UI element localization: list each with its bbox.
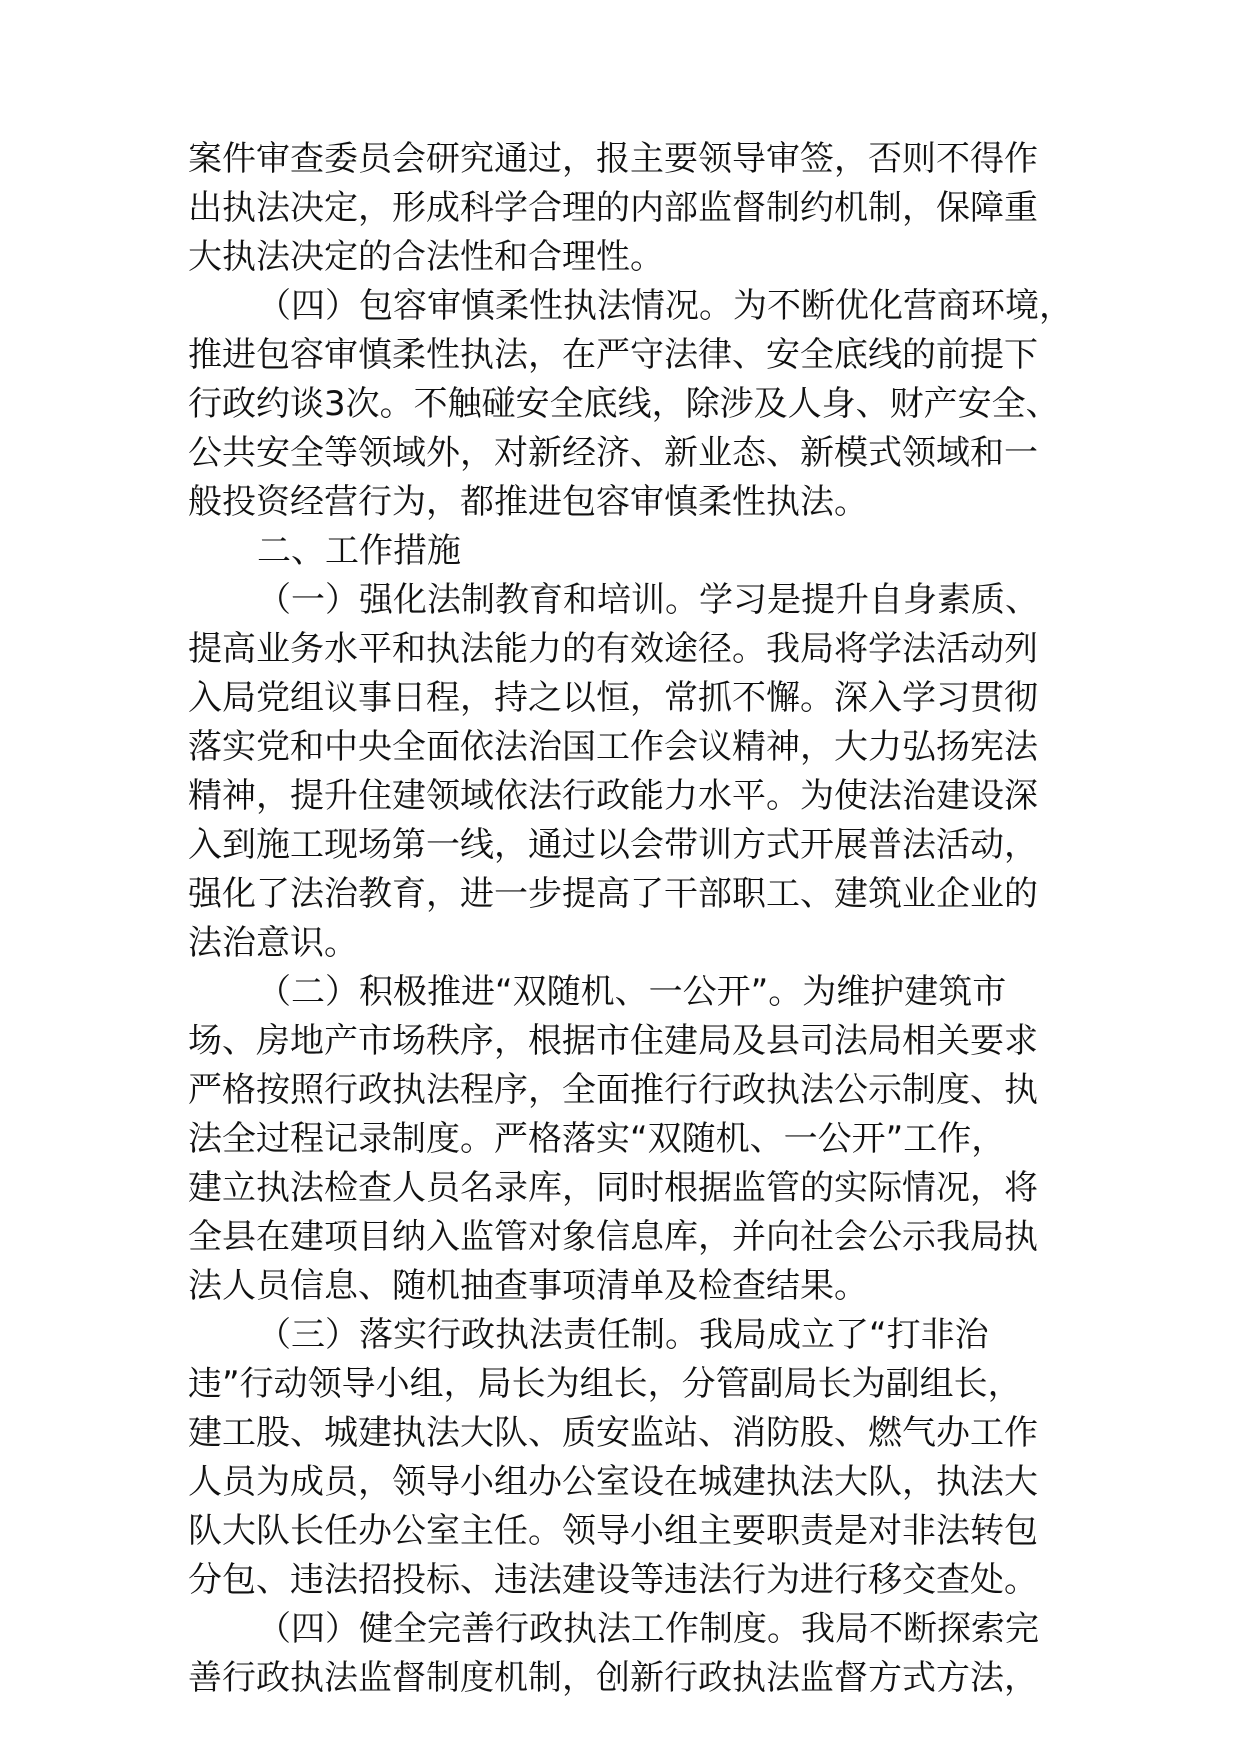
paragraph-line: （二）积极推进“双随机、一公开”。为维护建筑市: [257, 972, 1007, 1012]
paragraph-line: 建立执法检查人员名录库，同时根据监管的实际情况，将: [188, 1168, 1038, 1208]
paragraph-line: 般投资经营行为，都推进包容审慎柔性执法。: [188, 482, 868, 522]
paragraph-line: 强化了法治教育，进一步提高了干部职工、建筑业企业的: [188, 874, 1038, 914]
paragraph-line: 法全过程记录制度。严格落实“双随机、一公开”工作，: [188, 1119, 1006, 1159]
paragraph-line: 队大队长任办公室主任。领导小组主要职责是对非法转包: [188, 1511, 1038, 1551]
paragraph-line: （三）落实行政执法责任制。我局成立了“打非治: [257, 1315, 989, 1355]
paragraph-line: （四）包容审慎柔性执法情况。为不断优化营商环境，: [257, 286, 1073, 326]
paragraph-line: 入到施工现场第一线，通过以会带训方式开展普法活动，: [188, 825, 1038, 865]
paragraph-line: 推进包容审慎柔性执法，在严守法律、安全底线的前提下: [188, 335, 1038, 375]
paragraph-line: 出执法决定，形成科学合理的内部监督制约机制，保障重: [188, 188, 1038, 228]
paragraph-line: 行政约谈3次。不触碰安全底线，除涉及人身、财产安全、: [188, 384, 1060, 424]
paragraph-line: 落实党和中央全面依法治国工作会议精神，大力弘扬宪法: [188, 727, 1038, 767]
paragraph-line: （一）强化法制教育和培训。学习是提升自身素质、: [257, 580, 1039, 620]
paragraph-line: （四）健全完善行政执法工作制度。我局不断探索完: [257, 1609, 1039, 1649]
paragraph-line: 法人员信息、随机抽查事项清单及检查结果。: [188, 1266, 868, 1306]
paragraph-line: 大执法决定的合法性和合理性。: [188, 237, 664, 277]
paragraph-line: 全县在建项目纳入监管对象信息库，并向社会公示我局执: [188, 1217, 1038, 1257]
paragraph-line: 善行政执法监督制度机制，创新行政执法监督方式方法，: [188, 1658, 1038, 1698]
paragraph-line: 精神，提升住建领域依法行政能力水平。为使法治建设深: [188, 776, 1038, 816]
section-heading: 二、工作措施: [257, 531, 461, 571]
paragraph-line: 公共安全等领域外，对新经济、新业态、新模式领域和一: [188, 433, 1038, 473]
paragraph-line: 入局党组议事日程，持之以恒，常抓不懈。深入学习贯彻: [188, 678, 1038, 718]
paragraph-line: 场、房地产市场秩序，根据市住建局及县司法局相关要求: [188, 1021, 1038, 1061]
paragraph-line: 人员为成员，领导小组办公室设在城建执法大队，执法大: [188, 1462, 1038, 1502]
paragraph-line: 分包、违法招投标、违法建设等违法行为进行移交查处。: [188, 1560, 1038, 1600]
paragraph-line: 严格按照行政执法程序，全面推行行政执法公示制度、执: [188, 1070, 1038, 1110]
paragraph-line: 案件审查委员会研究通过，报主要领导审签，否则不得作: [188, 139, 1038, 179]
paragraph-line: 法治意识。: [188, 923, 358, 963]
paragraph-line: 建工股、城建执法大队、质安监站、消防股、燃气办工作: [188, 1413, 1038, 1453]
paragraph-line: 提高业务水平和执法能力的有效途径。我局将学法活动列: [188, 629, 1038, 669]
paragraph-line: 违”行动领导小组，局长为组长，分管副局长为副组长，: [188, 1364, 1022, 1404]
